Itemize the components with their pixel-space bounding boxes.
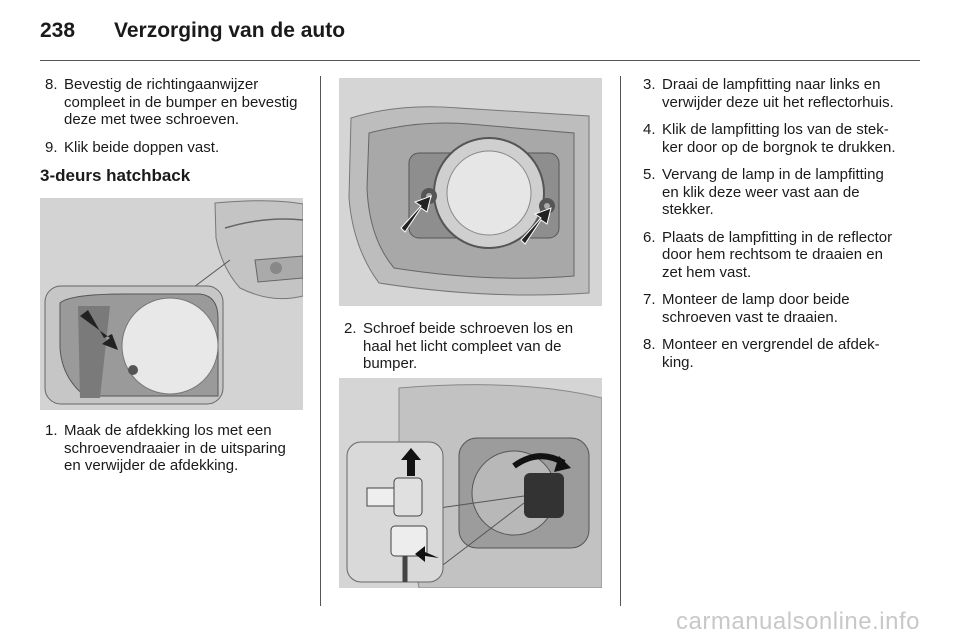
step-item	[339, 320, 605, 373]
step-item	[638, 121, 902, 156]
step-text: Draai de lampfitting naar links en verwijder deze uit het reflectorhuis.	[662, 76, 894, 111]
step-number: 9.	[45, 138, 58, 156]
step-text: Monteer en vergrendel de afdekking.	[662, 336, 880, 371]
section-heading: 3-deurs hatchback	[40, 166, 191, 185]
step-item	[638, 229, 902, 282]
step-item	[40, 139, 306, 157]
step-text: Vervang de lamp in de lampfitting en klik deze weer vast aan de stekker.	[662, 166, 884, 218]
header-rule	[40, 60, 920, 61]
step-number: 4.	[643, 121, 656, 138]
step-number: 3.	[643, 76, 656, 93]
column-divider-right	[620, 76, 621, 606]
page-title: Verzorging van de auto	[114, 19, 346, 42]
step-number: 2.	[344, 320, 357, 337]
step-item	[638, 76, 902, 111]
step-number: 7.	[643, 291, 656, 308]
middle-column	[339, 320, 605, 383]
step-text: Schroef beide schroeven los en haal het licht compleet van de bumper.	[363, 320, 574, 372]
step-number: 5.	[643, 166, 656, 183]
step-item	[40, 76, 306, 129]
page-number: 238	[40, 19, 76, 42]
figure-bumper-cover	[40, 198, 303, 410]
step-item	[40, 422, 306, 475]
step-text: Maak de afdekking los met een schroevendraaier in de uitsparing en verwijder de afdekking.	[64, 422, 286, 474]
step-item	[638, 166, 902, 219]
step-number: 6.	[643, 228, 656, 246]
step-number: 8.	[643, 336, 656, 353]
bumper-cover-illustration	[40, 198, 303, 410]
figure-fog-light-screws	[339, 78, 602, 306]
step-item	[638, 291, 902, 326]
figure-bulb-holder	[339, 378, 602, 588]
fog-light-screws-illustration	[339, 78, 602, 306]
step-text: Monteer de lamp door beide schroeven vast te draaien.	[662, 291, 850, 326]
bulb-holder-illustration	[339, 378, 602, 588]
step-item	[638, 336, 902, 371]
left-column-bottom	[40, 422, 306, 485]
right-column	[638, 76, 902, 381]
step-text: Klik beide doppen vast.	[64, 138, 220, 156]
left-column	[40, 76, 306, 198]
step-number: 1.	[45, 422, 58, 439]
column-divider-left	[320, 76, 321, 606]
watermark: carmanualsonline.info	[676, 608, 920, 635]
step-number: 8.	[45, 76, 58, 93]
page-header	[40, 16, 920, 56]
step-text: Bevestig de richtingaanwijzer compleet in de bumper en bevestig deze met twee schroeven.	[64, 76, 298, 128]
step-text: Plaats de lampfitting in de reflector door hem rechtsom te draaien en zet hem vast.	[662, 228, 893, 281]
step-text: Klik de lampfitting los van de stekker door op de borgnok te drukken.	[662, 121, 896, 156]
